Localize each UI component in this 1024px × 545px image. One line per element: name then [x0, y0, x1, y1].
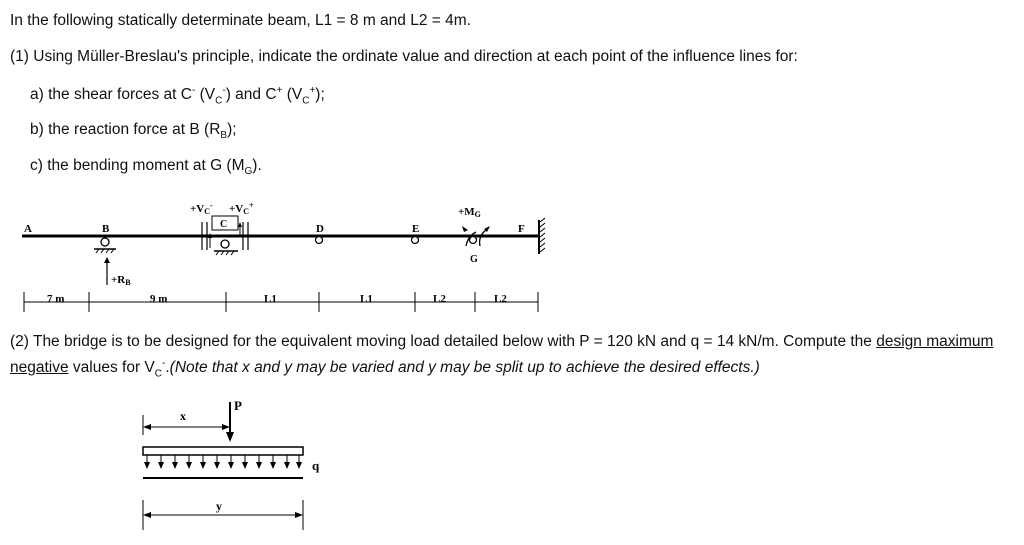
- label-D: D: [316, 223, 324, 235]
- label-y: y: [216, 499, 222, 513]
- part2-text: (2) The bridge is to be designed for the equivalent moving load detailed below with P = 120 kN and q = 14 kN/m. Compute the design maximum: [10, 333, 994, 350]
- label-g: G: [470, 254, 478, 265]
- part1-b: b) the reaction force at B $(R_B)$;: [30, 121, 237, 142]
- hinge-d: [316, 237, 323, 244]
- dimension-line: [24, 292, 538, 312]
- label-c: C: [220, 219, 228, 230]
- label-vc-plus: +VC+: [229, 201, 254, 216]
- label-A: A: [24, 223, 32, 235]
- label-B: B: [102, 223, 110, 235]
- moving-load-diagram: [143, 398, 320, 530]
- part1-a: a) the shear forces at C- $(V_C^-)$ and C+ $(V_C^+)$;: [30, 85, 325, 107]
- hinge-e: [412, 237, 419, 244]
- label-p: P: [234, 398, 242, 413]
- dim-l1-b: L1: [360, 293, 373, 305]
- problem-intro: In the following statically determinate beam, L1 = 8 m and L2 = 4m.: [10, 12, 471, 29]
- part1-c: c) the bending moment at G $(M_G)$.: [30, 157, 262, 178]
- label-mg: +MG: [458, 206, 481, 219]
- part1-text: (1) Using Müller-Breslau's principle, indicate the ordinate value and direction at each point of the influence lines for:: [10, 48, 798, 65]
- dim-7m: 7 m: [47, 293, 65, 305]
- label-rb: +RB: [111, 274, 131, 287]
- dim-9m: 9 m: [150, 293, 168, 305]
- dim-l1-a: L1: [264, 293, 277, 305]
- label-q: q: [312, 458, 320, 473]
- dim-l2-a: L2: [433, 293, 446, 305]
- label-F: F: [518, 223, 525, 235]
- label-x: x: [180, 409, 186, 423]
- shear-release-c: [190, 201, 254, 255]
- fixed-support-f: [539, 218, 545, 254]
- label-E: E: [412, 223, 420, 235]
- part2-text-cont: negative values for $V_C^-.(Note$ that x and y may be varied and y may be split up to achieve the desired effects.): [10, 358, 760, 380]
- dim-l2-b: L2: [494, 293, 507, 305]
- label-vc-minus: +VC-: [190, 201, 213, 216]
